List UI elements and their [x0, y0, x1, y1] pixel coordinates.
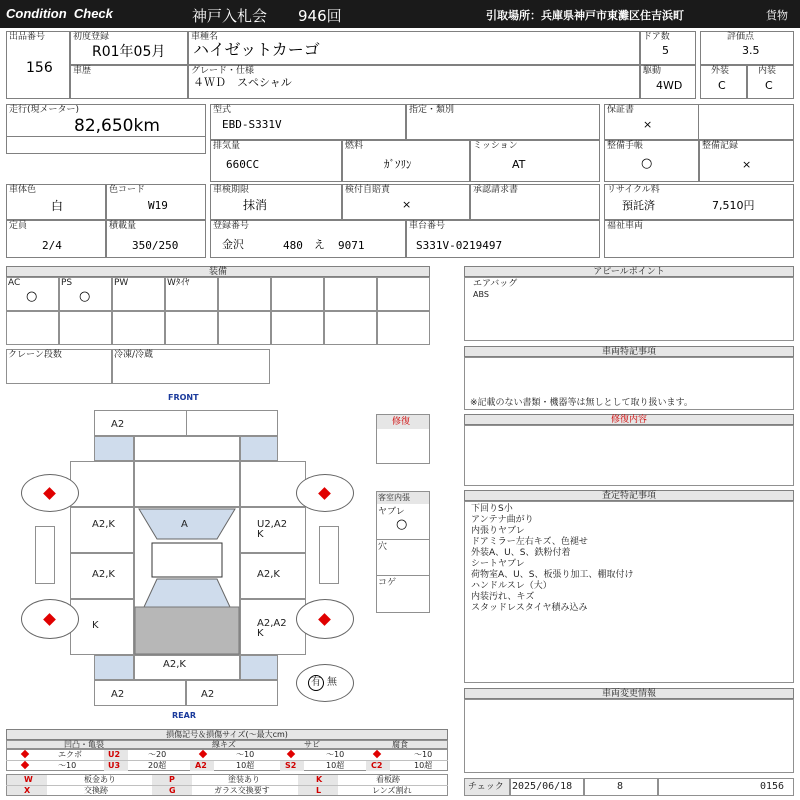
model-name-label: 車種名 [191, 32, 219, 42]
legend-text: エクボ [58, 750, 82, 759]
equip-cell [59, 311, 112, 345]
lot-label: 出品番号 [9, 32, 46, 42]
cabin-hole-label: 穴 [378, 542, 388, 552]
mark-left-mid: A2,K [92, 569, 115, 580]
liability: × [402, 198, 412, 211]
check-code: 0156 [760, 781, 785, 792]
reg-kana: え [314, 238, 325, 251]
panel-right-outer [240, 461, 306, 507]
chassis-label: 車台番号 [409, 221, 446, 231]
legend-key-code: W [24, 775, 33, 784]
legend-key-text: ガラス交換要す [214, 786, 270, 795]
history-label: 車歴 [73, 66, 92, 76]
change-box [464, 699, 794, 773]
color-code-label: 色コード [109, 185, 146, 195]
legend-cat: サビ [304, 740, 320, 749]
pickup-location: 引取場所：兵庫県神戸市東灘区住吉浜町 [486, 9, 684, 22]
inspection-label: 車検期限 [213, 185, 250, 195]
equip-cell [112, 311, 165, 345]
front-label: FRONT [168, 393, 199, 402]
cabin-burn-label: コゲ [378, 578, 397, 588]
grade: ４ＷＤ スペシャル [193, 76, 292, 89]
repair-content-box [464, 425, 794, 486]
legend-key-code: G [169, 786, 176, 795]
legend-text: 10超 [326, 761, 345, 770]
cabin-title: 客室内張 [378, 493, 410, 502]
spare-yes: 有 [311, 677, 321, 688]
legend-text: 〜10 [236, 750, 255, 759]
spare-no: 無 [327, 677, 337, 688]
auction-number: 946回 [298, 7, 342, 25]
legend-key-text: 塗装あり [228, 775, 260, 784]
appeal-title: アピールポイント [464, 266, 794, 277]
model-name: ハイゼットカーゴ [193, 40, 320, 59]
panel-left-door-front [70, 507, 134, 553]
mark-left-rear: K [92, 620, 99, 631]
mileage-divider [6, 136, 206, 137]
cabin-tear-label: ヤブレ [378, 507, 405, 517]
special-note: ※記載のない書類・機器等は無しとして取り扱います。 [470, 398, 693, 408]
capacity: 2/4 [42, 239, 62, 252]
legend-key-text: 交換跡 [84, 786, 108, 795]
legend-text: 10超 [236, 761, 255, 770]
panel-rear-bumper-left [94, 680, 186, 706]
equip-cell [218, 277, 271, 311]
reg-class: 480 [283, 239, 303, 252]
legend-text: 〜10 [326, 750, 345, 759]
panel-cowl [134, 461, 240, 507]
mileage-label: 走行(現メーター) [9, 105, 80, 115]
equip-cell [324, 277, 377, 311]
rear-label: REAR [172, 711, 196, 720]
body-color: 白 [51, 199, 64, 213]
inspector-title: 査定特記事項 [464, 490, 794, 501]
recycle-status: 預託済 [622, 199, 655, 212]
appeal-line: ABS [473, 290, 489, 299]
special-title: 車両特記事項 [464, 346, 794, 357]
legend-key-code: X [24, 786, 31, 795]
panel-front-grille [134, 436, 240, 461]
cabin-tear-value: ○ [396, 517, 408, 532]
legend-key-text: 板金あり [84, 775, 116, 784]
displacement-label: 排気量 [213, 141, 241, 151]
legend-cat: 腐食 [392, 740, 408, 749]
legend-cat: 凹凸・亀裂 [64, 740, 104, 749]
check-num: 8 [617, 781, 624, 792]
mark-front: A2 [111, 419, 125, 430]
inspector-line: 荷物室A、U、S、板張り加工、棚取付け [471, 570, 634, 580]
mission-label: ミッション [473, 141, 518, 151]
equip-pw-label: PW [114, 278, 129, 288]
maint-record-label: 整備記録 [702, 141, 739, 151]
lot-number: 156 [26, 60, 53, 76]
equipment-title: 装備 [6, 266, 430, 277]
appeal-line: エアバッグ [473, 279, 518, 289]
mark-rear-gate: A2,K [163, 659, 186, 670]
legend-key-text: 看板跡 [376, 775, 400, 784]
equip-cell [271, 311, 324, 345]
equip-ac-label: AC [8, 278, 21, 288]
change-title: 車両変更情報 [464, 688, 794, 699]
equip-cell [6, 311, 59, 345]
warranty-divider [698, 104, 699, 140]
equip-cell [324, 311, 377, 345]
legend-key-code: P [169, 775, 175, 784]
type: EBD-S331V [222, 118, 282, 131]
legend-code: U3 [108, 761, 121, 770]
check-label: チェック [468, 782, 504, 792]
mark-bumper-left: A2 [111, 689, 125, 700]
interior: C [765, 79, 773, 92]
equip-wtire-label: Wﾀｲﾔ [167, 278, 190, 288]
legend-code: A2 [195, 761, 207, 770]
recycle-fee: 7,510円 [712, 199, 755, 212]
inspector-line: シートヤブレ [471, 559, 525, 569]
chassis: S331V-0219497 [416, 239, 503, 252]
warranty-label: 保証書 [607, 105, 635, 115]
legend-text: 〜20 [148, 750, 167, 759]
maint-record: × [742, 158, 752, 171]
panel-taillight-right [240, 655, 278, 680]
equip-cell [377, 277, 430, 311]
drive-label: 駆動 [643, 66, 662, 76]
mark-right-mid: A2,K [257, 569, 280, 580]
liability-label: 検付自賠責 [345, 185, 391, 195]
cabin-divider [376, 575, 430, 576]
equip-cell [377, 311, 430, 345]
reg-no-label: 登録番号 [213, 221, 250, 231]
repair-content-title: 修復内容 [464, 414, 794, 425]
equip-cell [271, 277, 324, 311]
legend-text: 10超 [414, 761, 433, 770]
score-label: 評価点 [727, 32, 755, 42]
exterior-label: 外装 [711, 66, 730, 76]
interior-label: 内装 [758, 66, 777, 76]
legend-title: 損傷記号＆損傷サイズ(〜最大cm) [6, 729, 448, 740]
freezer-label: 冷凍/冷蔵 [114, 350, 154, 360]
panel-rear-gate [134, 655, 240, 680]
reg-area: 金沢 [222, 238, 244, 251]
equip-ps-label: PS [61, 278, 73, 288]
logo-text: Condition Check [6, 6, 113, 21]
color-code: W19 [148, 199, 168, 212]
load: 350/250 [132, 239, 179, 252]
mission: AT [512, 158, 526, 171]
legend-code: U2 [108, 750, 121, 759]
mark-hood: A [181, 519, 188, 530]
score: 3.5 [742, 44, 760, 57]
doors-label: ドア数 [643, 32, 670, 42]
crane-label: クレーン段数 [8, 350, 62, 360]
inspector-line: 下回りS小 [471, 504, 513, 514]
inspector-line: 外装A、U、S、鉄粉付着 [471, 548, 571, 558]
panel-divider [186, 410, 187, 436]
reg-num: 9071 [338, 239, 365, 252]
equip-cell [218, 311, 271, 345]
legend-key-code: L [316, 786, 322, 795]
panel-headlight-right [240, 436, 278, 461]
legend-code: S2 [285, 761, 297, 770]
auction-name: 神戸入札会 [192, 7, 268, 25]
approval-label: 承認請求書 [473, 185, 519, 195]
maint-book-label: 整備手帳 [607, 141, 644, 151]
drive: 4WD [656, 79, 683, 92]
legend-code: C2 [371, 761, 383, 770]
warranty: × [643, 118, 653, 131]
equip-ac-value: ○ [26, 289, 38, 304]
panel-left-rear [70, 599, 134, 655]
mark-right-front: U2,A2 K [257, 519, 288, 540]
repair-title: 修復 [392, 417, 411, 427]
spare-tire [296, 664, 354, 702]
inspection: 抹消 [243, 198, 268, 212]
legend-text: 〜10 [58, 761, 77, 770]
inspector-line: 内張りヤブレ [471, 526, 525, 536]
mirror-right [319, 526, 339, 584]
cabin-divider [376, 539, 430, 540]
inspector-line: アンテナ曲がり [471, 515, 534, 525]
equip-ps-value: ○ [79, 289, 91, 304]
exterior: C [718, 79, 726, 92]
displacement: 660CC [226, 158, 260, 171]
inspector-line: 内装汚れ、キズ [471, 592, 535, 602]
fuel: ｶﾞｿﾘﾝ [384, 158, 412, 171]
capacity-label: 定員 [9, 221, 28, 231]
mark-right-rear: A2,A2 K [257, 618, 287, 639]
panel-left-outer [70, 461, 134, 507]
category: 貨物 [766, 9, 788, 22]
legend-key-code: K [316, 775, 323, 784]
first-reg-label: 初度登録 [73, 32, 110, 42]
legend-text: 〜10 [414, 750, 433, 759]
body-color-label: 車体色 [9, 185, 37, 195]
load-label: 積載量 [109, 221, 137, 231]
doors: 5 [662, 44, 669, 57]
fuel-label: 燃料 [345, 141, 364, 151]
mark-bumper-right: A2 [201, 689, 215, 700]
inspector-line: ドアミラー左右キズ、色褪せ [471, 537, 588, 547]
legend-text: 20超 [148, 761, 167, 770]
welfare-label: 福祉車両 [607, 221, 644, 231]
mileage: 82,650km [74, 116, 160, 136]
first-reg: R01年05月 [92, 44, 166, 60]
equip-cell [165, 311, 218, 345]
type-label: 型式 [213, 105, 232, 115]
mirror-left [35, 526, 55, 584]
recycle-label: リサイクル料 [607, 185, 660, 195]
grade-label: グレード・仕様 [191, 66, 255, 76]
check-date: 2025/06/18 [512, 781, 573, 792]
panel-taillight-left [94, 655, 134, 680]
mark-left-front: A2,K [92, 519, 115, 530]
inspector-line: スタッドレスタイヤ積み込み [471, 603, 588, 613]
inspector-line: ハンドルスレ（大） [471, 581, 552, 591]
designation-label: 指定・類別 [409, 105, 455, 115]
legend-key-text: レンズ割れ [372, 786, 412, 795]
panel-rear-bumper-right [186, 680, 278, 706]
panel-headlight-left [94, 436, 134, 461]
legend-cat: 線キズ [212, 740, 236, 749]
maint-book: ○ [641, 156, 653, 171]
